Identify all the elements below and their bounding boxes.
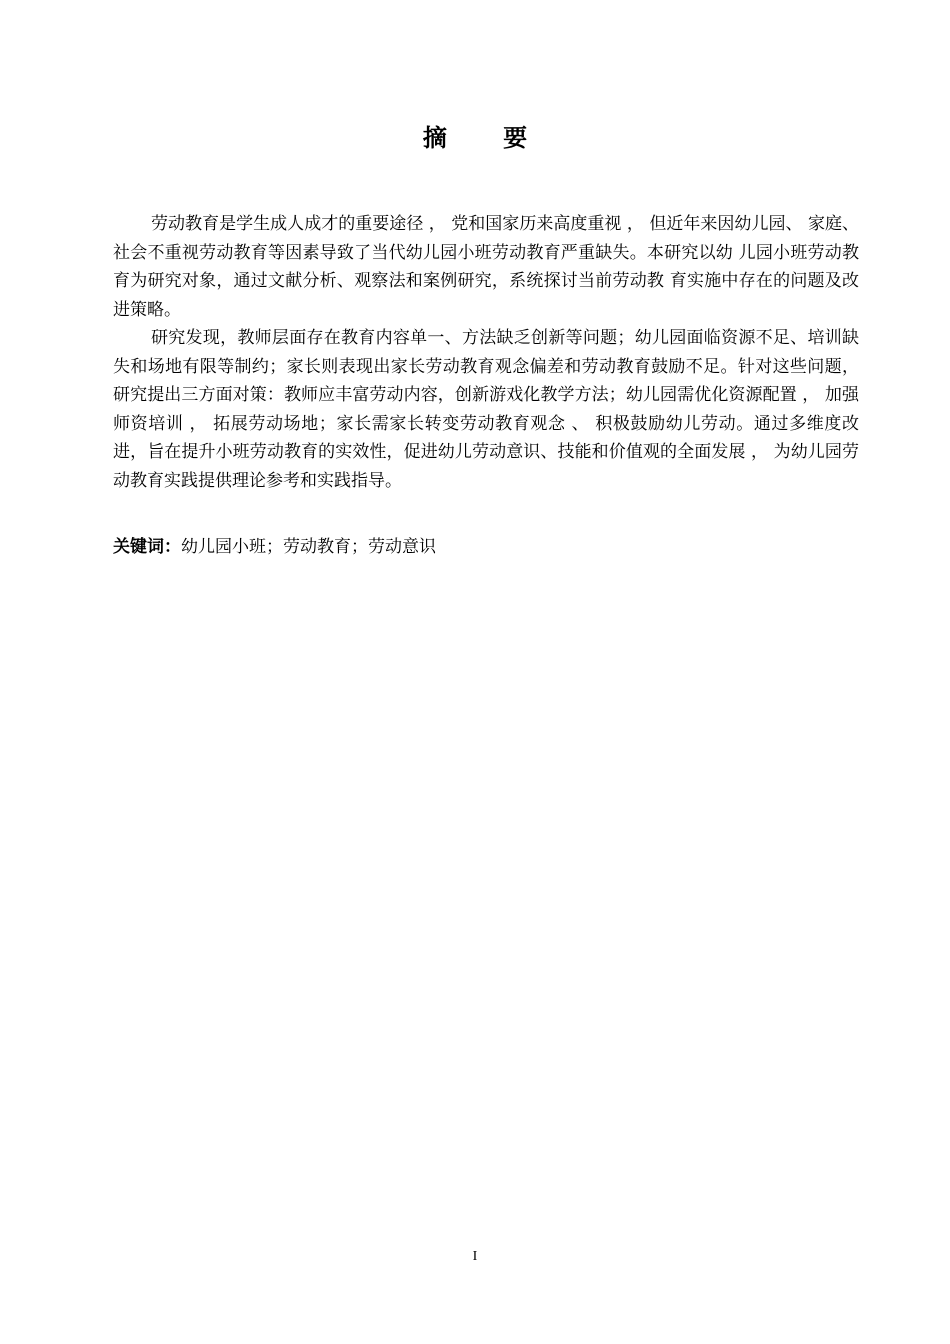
keywords-label: 关键词： — [113, 537, 181, 557]
abstract-paragraph-2: 研究发现，教师层面存在教育内容单一、方法缺乏创新等问题；幼儿园面临资源不足、培训缺失和场地有限等制约；家长则表现出家长劳动教育观念偏差和劳动教育鼓励不足。针对这些问题，研究提出三方面对策：教师应丰富劳动内容，创新游戏化教学方法；幼儿园需优化资源配置 ， 加强师资培训 ， 拓展劳动场地；家长需家长转变劳动教育观念 、 积极鼓励幼儿劳动。通过多维度改进，旨在提升小班劳动教育的实效性，促进幼儿劳动意识、技能和价值观的全面发展 ， 为幼儿园劳动教育实践提供理论参考和实践指导。 — [113, 328, 859, 491]
abstract-paragraph-1: 劳动教育是学生成人成才的重要途径 ， 党和国家历来高度重视 ， 但近年来因幼儿园、 家庭、社会不重视劳动教育等因素导致了当代幼儿园小班劳动教育严重缺失。本研究以幼 儿园小班劳动教育为研究对象，通过文献分析、观察法和案例研究，系统探讨当前劳动教 育实施中存在的问题及改进策略。 — [113, 214, 859, 320]
abstract-body — [113, 210, 859, 495]
keywords-value: 幼儿园小班；劳动教育；劳动意识 — [181, 537, 436, 557]
keywords-line — [113, 533, 859, 561]
abstract-title: 摘 要 — [422, 124, 552, 152]
page-number: I — [472, 1249, 478, 1264]
